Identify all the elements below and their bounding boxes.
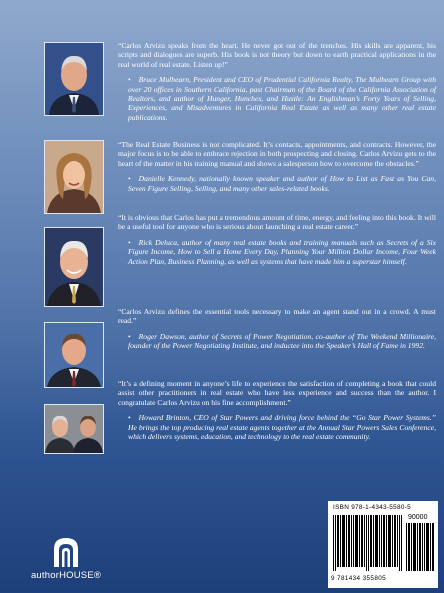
bullet: • — [128, 174, 131, 184]
testimonial-text: “Carlos Arvizu speaks from the heart. He never got out of the trenches. His skills are apparent, his scripts and dialogues are superb. His book is not theory but down to earth practical applications in the real world of real estate. Listen up!” — [118, 41, 436, 69]
publisher-logo — [20, 537, 112, 581]
addon-barcode-icon — [406, 523, 434, 571]
attribution-text: Bruce Mulhearn, President and CEO of Prudential California Realty, The Mulhearn Group with over 20 offices in Southern California, past Chairman of the Board of the California Association of Realtors, and author of Hunger, Hunches, and Hustle: An Englishman’s Forty Years of Selling, Experiences, and Misadventures in California Real Estate as well as many other real estate publications. — [128, 75, 436, 122]
testimonial-attribution — [128, 238, 436, 266]
price-code: 90000 — [408, 514, 428, 521]
testimonial-attribution — [128, 75, 436, 122]
testimonial-4 — [118, 307, 436, 351]
attribution-text: Howard Brinton, CEO of Star Powers and driving force behind the “Go Star Power Systems.” He brings the top producing real estate agents together at the Annual Star Powers Sales Conference, which delivers systems, education, and technology to the real estate community. — [128, 413, 436, 442]
isbn-number: ISBN 978-1-4343-5580-5 — [333, 504, 412, 511]
portrait-photo-1 — [44, 42, 104, 116]
testimonial-attribution — [128, 332, 436, 351]
testimonial-text: “The Real Estate Business is not complicated. It’s contacts, appointments, and contracts. However, the major focus is to be able to embrace rejection in both prospecting and closing. Carlos Arvizu gets to the heart of the matter in his training manual and shows a salesperson how to overcome the obstacles.” — [118, 140, 436, 168]
bullet: • — [128, 75, 131, 85]
bullet: • — [128, 413, 131, 423]
portrait-photo-2 — [44, 140, 104, 214]
testimonial-5 — [118, 379, 436, 441]
attribution-text: Rick Deluca, author of many real estate books and training manuals such as Secrets of a Six Figure Income, How to Sell a Home Every Day, Planning Your Million Dollar Income, Four Week Action Plan, Business Planning, as well as systems that have made him a superstar himself. — [128, 237, 436, 266]
attribution-text: Roger Dawson, author of Secrets of Power Negotiation, co-author of The Weekend Millionaire, founder of the Power Negotiating Institute, and inductee into the Speaker’s Hall of Fame in 1992. — [128, 331, 436, 351]
authorhouse-arch-icon — [53, 537, 79, 567]
isbn-barcode — [328, 501, 438, 588]
testimonial-2 — [118, 140, 436, 193]
testimonial-attribution — [128, 413, 436, 441]
testimonial-text: “It is obvious that Carlos has put a tremendous amount of time, energy, and feeling into this book. It will be a useful tool for anyone who is serious about launching a real estate career.” — [118, 213, 436, 232]
portrait-photo-5 — [44, 404, 104, 454]
testimonial-1 — [118, 41, 436, 122]
testimonial-attribution — [128, 174, 436, 193]
testimonial-text: “Carlos Arvizu defines the essential tools necessary to make an agent stand out in a crowd. A must read.” — [118, 307, 436, 326]
bullet: • — [128, 331, 131, 341]
testimonial-3 — [118, 213, 436, 266]
testimonial-text: “It’s a defining moment in anyone’s life to experience the satisfaction of completing a book that could assist other practitioners in real estate who have less experience and success than the author. I congratulate Carlos Arvizu on his fine accomplishment.” — [118, 379, 436, 407]
ean-number: 9 781434 355805 — [331, 575, 387, 582]
attribution-text: Danielle Kennedy, nationally known speaker and author of How to List as Fast as You Can, Seven Figure Selling, Selling, and many other sales-related books. — [128, 174, 436, 193]
barcode-bars-icon — [333, 515, 403, 571]
publisher-name: authorHOUSE® — [30, 570, 102, 581]
bullet: • — [128, 237, 131, 247]
portrait-photo-3 — [44, 227, 104, 307]
portrait-photo-4 — [44, 322, 104, 388]
